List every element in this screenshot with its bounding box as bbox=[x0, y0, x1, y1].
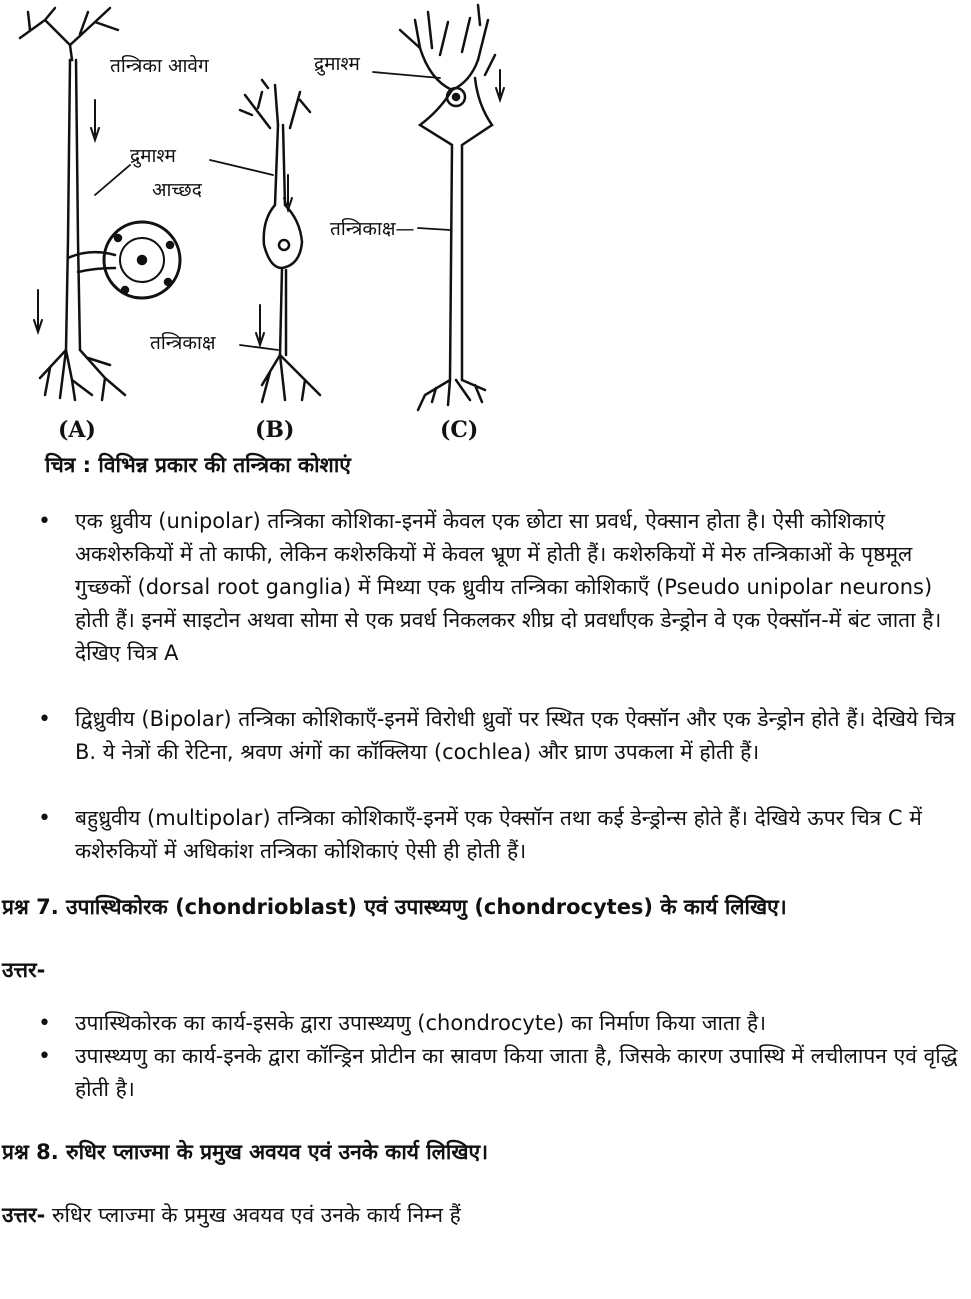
list-item: • द्विध्रुवीय (Bipolar) तन्त्रिका कोशिकाएँ-इनमें विरोधी ध्रुवों पर स्थित एक ऐक्सॉन और एक डेन्ड्रोन होते हैं। देखिये चित्र B. ये नेत्रों की रेटिना, श्रवण अंगों का कॉक्लिया (cochlea) और घ्राण उपकला में होती हैं। bbox=[0, 703, 971, 769]
list-item: • उपास्थिकोरक का कार्य-इसके द्वारा उपास्थ्यणु (chondrocyte) का निर्माण किया जाता है। bbox=[0, 1007, 971, 1040]
answer-8-label: उत्तर- bbox=[2, 1203, 46, 1227]
list-item: • बहुध्रुवीय (multipolar) तन्त्रिका कोशिकाएँ-इनमें एक ऐक्सॉन तथा कई डेन्ड्रोन्स होते हैं। देखिये ऊपर चित्र C में कशेरुकियों में अधिकांश तन्त्रिका कोशिकाएं ऐसी ही होती हैं। bbox=[0, 802, 971, 868]
label-dendrite-a: द्रुमाश्म bbox=[130, 145, 176, 167]
label-axon-c: तन्त्रिकाक्ष— bbox=[330, 218, 415, 240]
article-body bbox=[0, 505, 971, 1232]
neuron-b-illustration bbox=[210, 80, 320, 402]
neuron-c-illustration bbox=[373, 5, 504, 410]
figure-caption: चित्र : विभिन्न प्रकार की तन्त्रिका कोशाएं bbox=[45, 453, 351, 477]
label-axon-ab: तन्त्रिकाक्ष bbox=[150, 332, 216, 354]
answer-8-text: रुधिर प्लाज्मा के प्रमुख अवयव एवं उनके कार्य निम्न हैं bbox=[45, 1203, 461, 1227]
figure-label-a: (A) bbox=[58, 417, 96, 443]
label-sheath: आच्छद bbox=[152, 179, 202, 201]
label-dendrite-c: द्रुमाश्म bbox=[314, 53, 360, 75]
list-item: • एक ध्रुवीय (unipolar) तन्त्रिका कोशिका-इनमें केवल एक छोटा सा प्रवर्ध, ऐक्सान होता है। ऐसी कोशिकाएं अकशेरुकियों में तो काफी, लेकिन कशेरुकियों में केवल भ्रूण में होती हैं। कशेरुकियों में मेरु तन्त्रिकाओं के पृष्ठमूल गुच्छकों (dorsal root ganglia) में मिथ्या एक ध्रुवीय तन्त्रिका कोशिकाएँ (Pseudo unipolar neurons) होती हैं। इनमें साइटोन अथवा सोमा से एक प्रवर्ध निकलकर शीघ्र दो प्रवर्धांएक डेन्ड्रोन वे एक ऐक्सॉन-में बंट जाता है। देखिए चित्र A bbox=[0, 505, 971, 670]
label-nerve-impulse: तन्त्रिका आवेग bbox=[110, 55, 209, 77]
neuron-types-list bbox=[0, 505, 971, 868]
neuron-types-figure bbox=[0, 0, 520, 490]
answer-8 bbox=[0, 1199, 971, 1232]
answer-7-list bbox=[0, 1007, 971, 1106]
figure-label-c: (C) bbox=[440, 417, 479, 443]
answer-7-label: उत्तर- bbox=[2, 958, 46, 982]
question-8: प्रश्न 8. रुधिर प्लाज्मा के प्रमुख अवयव एवं उनके कार्य लिखिए। bbox=[2, 1140, 489, 1164]
list-item: • उपास्थ्यणु का कार्य-इनके द्वारा कॉन्ड्रिन प्रोटीन का स्रावण किया जाता है, जिसके कारण उपास्थि में लचीलापन एवं वृद्धि होती है। bbox=[0, 1040, 971, 1106]
question-7: प्रश्न 7. उपास्थिकोरक (chondrioblast) एवं उपास्थ्यणु (chondrocytes) के कार्य लिखिए। bbox=[2, 895, 787, 919]
figure-label-b: (B) bbox=[255, 417, 295, 443]
